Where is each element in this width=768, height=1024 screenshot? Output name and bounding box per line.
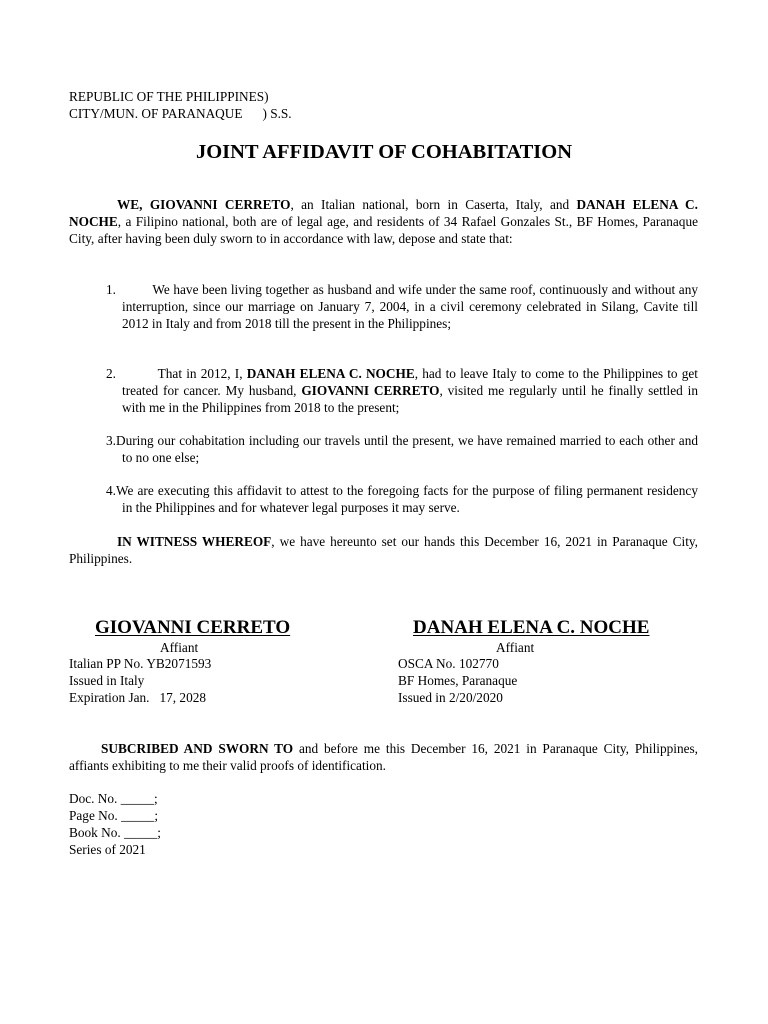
signatory-details-2 [398,655,517,706]
intro-paragraph [69,196,698,247]
list-item-3 [106,432,698,466]
list-item-number: 3. [106,433,116,448]
venue-block [69,88,469,122]
list-item-text-b: , had to leave Italy to come to the Philippines to get treated for cancer. My husband, [122,366,698,398]
intro-name-1: WE, GIOVANNI CERRETO [117,197,291,212]
witness-lead: IN WITNESS WHEREOF [117,534,272,549]
list-item-text: We have been living together as husband and wife under the same roof, continuously and without any interruption, since our marriage on January 7, 2004, in a civil ceremony celebrated in Silang, Cavite till 2012 in Italy and from 2018 till the present in the Philippines; [122,282,698,331]
page-number: Page No. _____; [69,808,159,823]
witness-text: , we have hereunto set our hands this December 16, 2021 in Paranaque City, Philippines. [69,534,699,566]
signatory-name-1: GIOVANNI CERRETO [95,617,291,638]
venue-line-city: CITY/MUN. OF PARANAQUE ) S.S. [69,106,292,121]
intro-name-2: DANAH ELENA C. NOCHE [69,197,698,229]
signatory-details-1 [69,655,211,706]
list-item-text-c: , visited me regularly until he finally settled in with me in the Philippines from 2018 to the present; [122,383,698,415]
list-item-name-b: GIOVANNI CERRETO [301,383,440,398]
issued-line: Issued in Italy [69,673,145,688]
id-line: OSCA No. 102770 [398,656,499,671]
venue-line-republic: REPUBLIC OF THE PHILIPPINES) [69,89,269,104]
jurat-text: and before me this December 16, 2021 in Paranaque City, Philippines, affiants exhibiting to me their valid proofs of identification. [69,741,698,773]
witness-paragraph [69,533,698,567]
document-title: JOINT AFFIDAVIT OF COHABITATION [195,141,573,163]
expiry-line: Expiration Jan. 17, 2028 [69,690,207,705]
intro-text-2: , a Filipino national, both are of legal age, and residents of 34 Rafael Gonzales St., BF Homes, Paranaque City, after having been duly sworn to in accordance with law, depose and state that: [69,214,698,246]
issued-line: Issued in 2/20/2020 [398,690,503,705]
signatory-name-2: DANAH ELENA C. NOCHE [413,617,650,638]
list-item-text: During our cohabitation including our travels until the present, we have remained married to each other and to no one else; [115,433,698,465]
jurat-paragraph [69,740,698,774]
list-item-name-a: DANAH ELENA C. NOCHE [246,366,415,381]
signatory-role-1: Affiant [160,640,199,655]
notarial-register [69,790,161,858]
list-item-number: 4. [106,483,116,498]
doc-number: Doc. No. _____; [69,791,158,806]
list-item-number: 1. [106,282,116,297]
list-item-2 [106,365,698,416]
book-number: Book No. _____; [69,825,161,840]
id-line: Italian PP No. YB2071593 [69,656,212,671]
intro-text-1: , an Italian national, born in Caserta, Italy, and [290,197,577,212]
signatory-role-2: Affiant [496,640,535,655]
list-item-1 [106,281,698,332]
jurat-lead: SUBCRIBED AND SWORN TO [101,741,294,756]
list-item-text-a: That in 2012, I, [157,366,247,381]
series-year: Series of 2021 [69,842,146,857]
list-item-4 [106,482,698,516]
list-item-text: We are executing this affidavit to attest to the foregoing facts for the purpose of filing permanent residency in the Philippines and for whatever legal purposes it may serve. [115,483,698,515]
list-item-number: 2. [106,366,116,381]
address-line: BF Homes, Paranaque [398,673,518,688]
